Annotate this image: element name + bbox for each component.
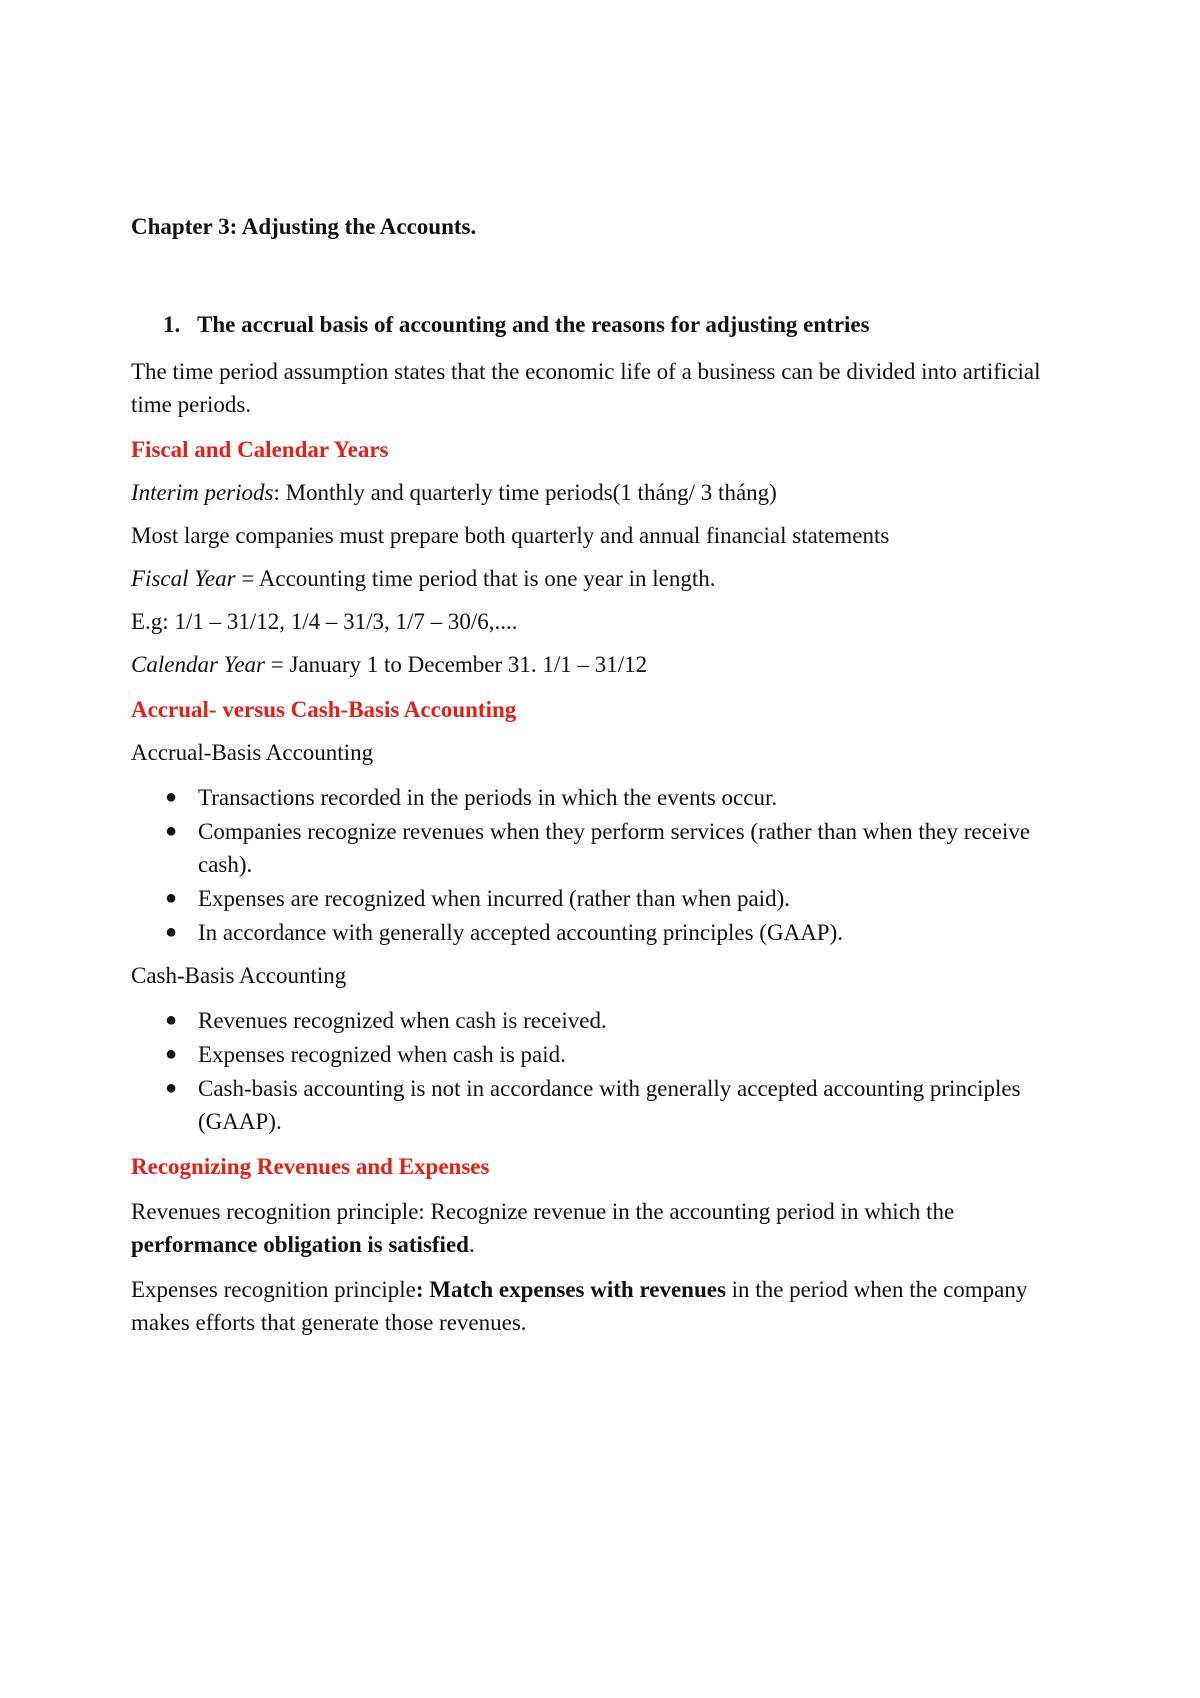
bullet-icon: ● <box>165 921 178 943</box>
fiscal-year-line <box>131 562 1081 595</box>
chapter-title: Chapter 3: Adjusting the Accounts. <box>131 214 477 239</box>
interim-term: Interim periods <box>131 480 274 505</box>
fiscal-calendar-heading: Fiscal and Calendar Years <box>131 437 389 462</box>
intro-paragraph: The time period assumption states that the economic life of a business can be divided into artificial time periods. <box>131 359 1041 417</box>
fiscal-year-term: Fiscal Year <box>131 566 236 591</box>
list-item <box>131 1038 1081 1071</box>
large-companies-line: Most large companies must prepare both quarterly and annual financial statements <box>131 523 890 548</box>
list-item-text: Companies recognize revenues when they perform services (rather than when they receive cash). <box>198 819 1031 877</box>
bullet-icon: ● <box>165 820 178 842</box>
accrual-cash-heading: Accrual- versus Cash-Basis Accounting <box>131 697 517 722</box>
accrual-basis-label: Accrual-Basis Accounting <box>131 740 374 765</box>
list-item <box>131 815 1081 881</box>
section-heading-text: The accrual basis of accounting and the reasons for adjusting entries <box>197 312 870 337</box>
bullet-icon: ● <box>165 1043 178 1065</box>
calendar-year-line <box>131 648 1081 681</box>
revenue-principle-bold: performance obligation is satisfied <box>131 1232 469 1257</box>
cash-basis-label: Cash-Basis Accounting <box>131 963 347 988</box>
expense-principle-text: Expenses recognition principle <box>131 1277 416 1302</box>
list-item <box>131 1072 1081 1138</box>
expense-principle-bold: : Match expenses with revenues <box>415 1277 726 1302</box>
list-item-text: Cash-basis accounting is not in accordance with generally accepted accounting principles (GAAP). <box>198 1076 1021 1134</box>
list-item-text: Revenues recognized when cash is received. <box>198 1008 607 1033</box>
section-number: 1. <box>163 312 181 337</box>
accrual-list <box>131 781 1081 949</box>
revenue-principle-text: Revenues recognition principle: Recognize revenue in the accounting period in which the <box>131 1199 955 1224</box>
expense-principle-paragraph <box>131 1273 1081 1339</box>
list-item-text: Expenses recognized when cash is paid. <box>198 1042 566 1067</box>
revenue-principle-end: . <box>468 1232 475 1257</box>
list-item <box>131 916 1081 949</box>
interim-text: : Monthly and quarterly time periods(1 tháng/ 3 tháng) <box>273 480 777 505</box>
list-item <box>131 1004 1081 1037</box>
bullet-icon: ● <box>165 887 178 909</box>
list-item <box>131 882 1081 915</box>
document-content <box>131 210 1081 1339</box>
section-1-heading <box>131 308 1081 341</box>
fiscal-year-text: = Accounting time period that is one year in length. <box>235 566 716 591</box>
cash-list <box>131 1004 1081 1138</box>
list-item-text: In accordance with generally accepted accounting principles (GAAP). <box>198 920 843 945</box>
recognizing-heading: Recognizing Revenues and Expenses <box>131 1154 490 1179</box>
bullet-icon: ● <box>165 786 178 808</box>
calendar-year-text: = January 1 to December 31. 1/1 – 31/12 <box>264 652 648 677</box>
revenue-principle-paragraph <box>131 1195 1081 1261</box>
list-item <box>131 781 1081 814</box>
example-line: E.g: 1/1 – 31/12, 1/4 – 31/3, 1/7 – 30/6,.... <box>131 609 518 634</box>
calendar-year-term: Calendar Year <box>131 652 265 677</box>
bullet-icon: ● <box>165 1077 178 1099</box>
list-item-text: Transactions recorded in the periods in which the events occur. <box>198 785 778 810</box>
interim-periods-line <box>131 476 1081 509</box>
expense-principle-end: in the period when the company makes efforts that generate those revenues. <box>131 1277 1028 1335</box>
bullet-icon: ● <box>165 1009 178 1031</box>
list-item-text: Expenses are recognized when incurred (rather than when paid). <box>198 886 790 911</box>
